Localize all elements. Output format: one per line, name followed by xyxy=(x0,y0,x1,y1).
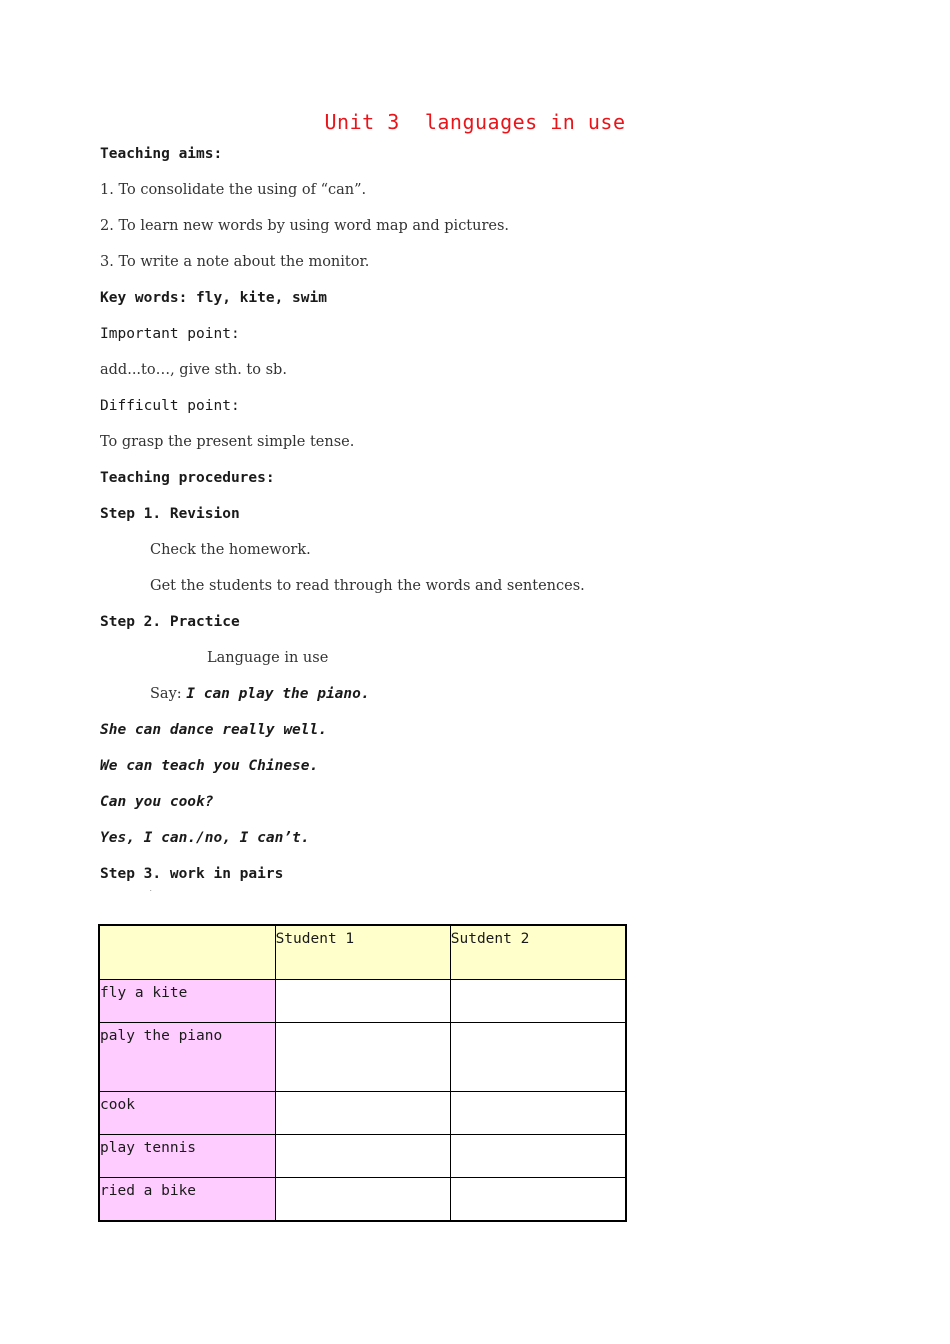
say-label: Say: xyxy=(150,686,187,702)
difficult-point-text: To grasp the present simple tense. xyxy=(100,434,355,450)
important-point-heading: Important point: xyxy=(100,326,240,342)
table-header-cell: Student 1 xyxy=(275,925,450,980)
step2-heading: Step 2. Practice xyxy=(100,614,240,630)
aim-item: 3. To write a note about the monitor. xyxy=(100,254,370,270)
pairs-table xyxy=(98,924,627,1222)
table-header-row xyxy=(99,925,626,980)
teaching-aims-heading: Teaching aims: xyxy=(100,146,223,162)
procedures-heading: Teaching procedures: xyxy=(100,470,275,486)
step1-line: Check the homework. xyxy=(150,542,311,558)
student2-cell[interactable] xyxy=(450,1178,626,1221)
aim-item: 2. To learn new words by using word map and pictures. xyxy=(100,218,510,234)
student2-cell[interactable] xyxy=(450,1092,626,1135)
student1-cell[interactable] xyxy=(275,1023,450,1092)
key-words: Key words: fly, kite, swim xyxy=(100,290,327,306)
step1-line: Get the students to read through the words and sentences. xyxy=(150,578,585,594)
table-header-cell xyxy=(99,925,275,980)
table-row xyxy=(99,1135,626,1178)
activity-cell: ried a bike xyxy=(99,1178,275,1221)
example-sentence: We can teach you Chinese. xyxy=(100,758,319,774)
student1-cell[interactable] xyxy=(275,1135,450,1178)
student1-cell[interactable] xyxy=(275,1092,450,1135)
step2-subtitle: Language in use xyxy=(207,650,329,666)
table-header-cell: Sutdent 2 xyxy=(450,925,626,980)
example-sentence: She can dance really well. xyxy=(100,722,327,738)
student1-cell[interactable] xyxy=(275,980,450,1023)
activity-cell: fly a kite xyxy=(99,980,275,1023)
difficult-point-heading: Difficult point: xyxy=(100,398,240,414)
activity-cell: cook xyxy=(99,1092,275,1135)
page-title: Unit 3 languages in use xyxy=(324,110,626,134)
table-row xyxy=(99,1178,626,1221)
activity-cell: paly the piano xyxy=(99,1023,275,1092)
example-sentence: Can you cook? xyxy=(100,794,214,810)
student2-cell[interactable] xyxy=(450,1023,626,1092)
say-sentence: I can play the piano. xyxy=(186,686,370,702)
table-row xyxy=(99,980,626,1023)
important-point-text: add...to…, give sth. to sb. xyxy=(100,362,287,378)
student2-cell[interactable] xyxy=(450,1135,626,1178)
student2-cell[interactable] xyxy=(450,980,626,1023)
aim-item: 1. To consolidate the using of “can”. xyxy=(100,182,367,198)
step3-heading: Step 3. work in pairs xyxy=(100,866,284,882)
table-row xyxy=(99,1023,626,1092)
activity-cell: play tennis xyxy=(99,1135,275,1178)
step1-heading: Step 1. Revision xyxy=(100,506,240,522)
stray-mark: ˙ xyxy=(148,890,154,900)
table-row xyxy=(99,1092,626,1135)
say-line xyxy=(150,684,370,704)
student1-cell[interactable] xyxy=(275,1178,450,1221)
example-sentence: Yes, I can./no, I can’t. xyxy=(100,830,310,846)
